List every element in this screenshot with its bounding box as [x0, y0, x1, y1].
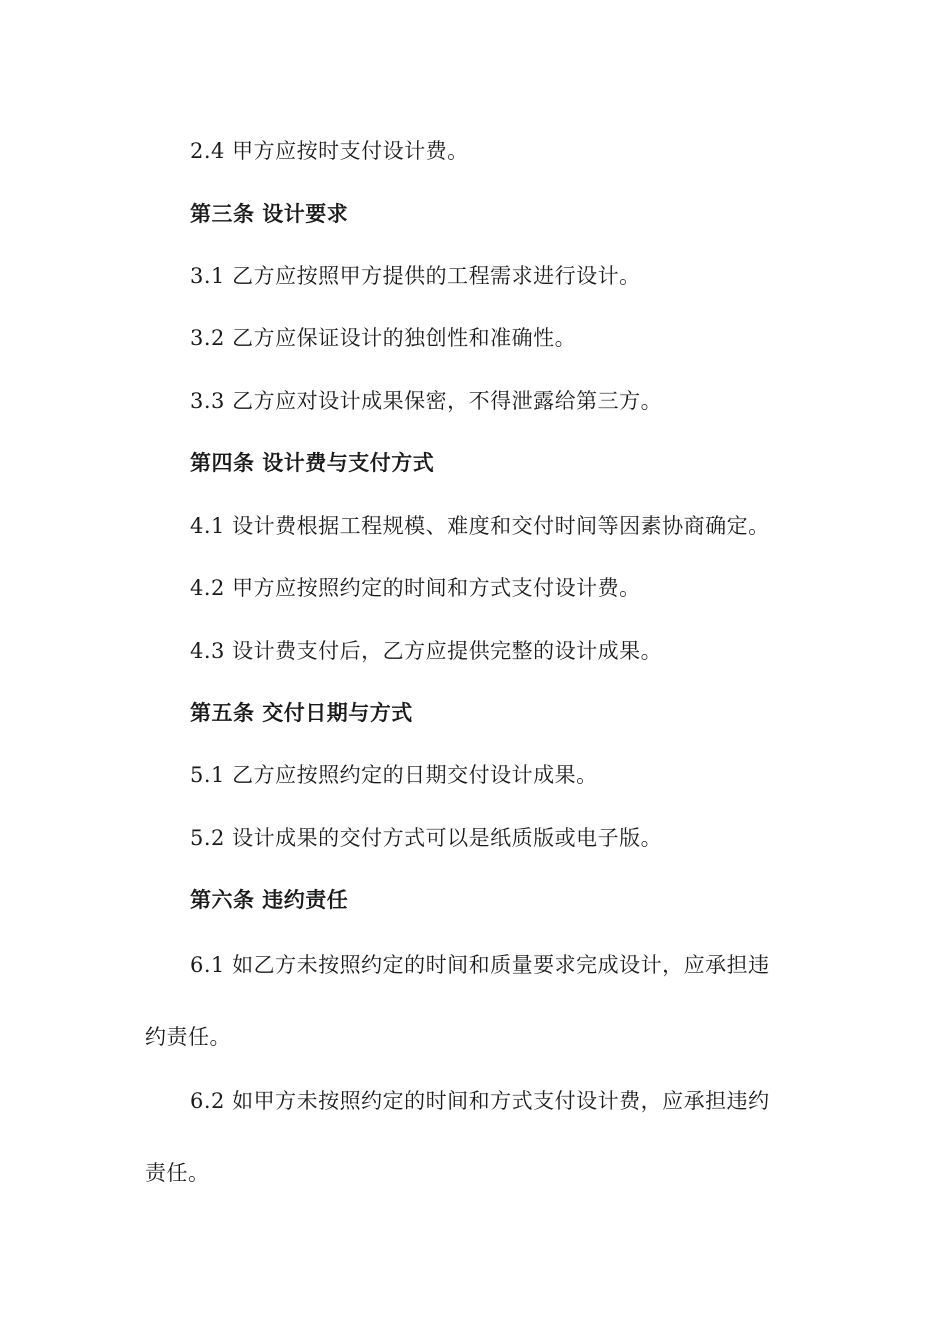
clause-6-2-continued: 责任。 — [145, 1161, 210, 1185]
clause-4-3: 4.3 设计费支付后，乙方应提供完整的设计成果。 — [190, 639, 663, 663]
section-heading-6: 第六条 违约责任 — [190, 888, 349, 912]
clause-5-1: 5.1 乙方应按照约定的日期交付设计成果。 — [190, 763, 598, 787]
clause-4-2: 4.2 甲方应按照约定的时间和方式支付设计费。 — [190, 576, 641, 600]
clause-3-1: 3.1 乙方应按照甲方提供的工程需求进行设计。 — [190, 264, 641, 288]
clause-6-2: 6.2 如甲方未按照约定的时间和方式支付设计费，应承担违约 — [190, 1089, 770, 1113]
section-heading-5: 第五条 交付日期与方式 — [190, 701, 413, 725]
clause-3-3: 3.3 乙方应对设计成果保密，不得泄露给第三方。 — [190, 389, 663, 413]
clause-5-2: 5.2 设计成果的交付方式可以是纸质版或电子版。 — [190, 826, 663, 850]
clause-4-1: 4.1 设计费根据工程规模、难度和交付时间等因素协商确定。 — [190, 514, 770, 538]
clause-2-4: 2.4 甲方应按时支付设计费。 — [190, 139, 469, 163]
clause-6-1-continued: 约责任。 — [145, 1025, 231, 1049]
section-heading-4: 第四条 设计费与支付方式 — [190, 451, 435, 475]
clause-6-1: 6.1 如乙方未按照约定的时间和质量要求完成设计，应承担违 — [190, 953, 770, 977]
clause-3-2: 3.2 乙方应保证设计的独创性和准确性。 — [190, 326, 577, 350]
section-heading-3: 第三条 设计要求 — [190, 202, 349, 226]
